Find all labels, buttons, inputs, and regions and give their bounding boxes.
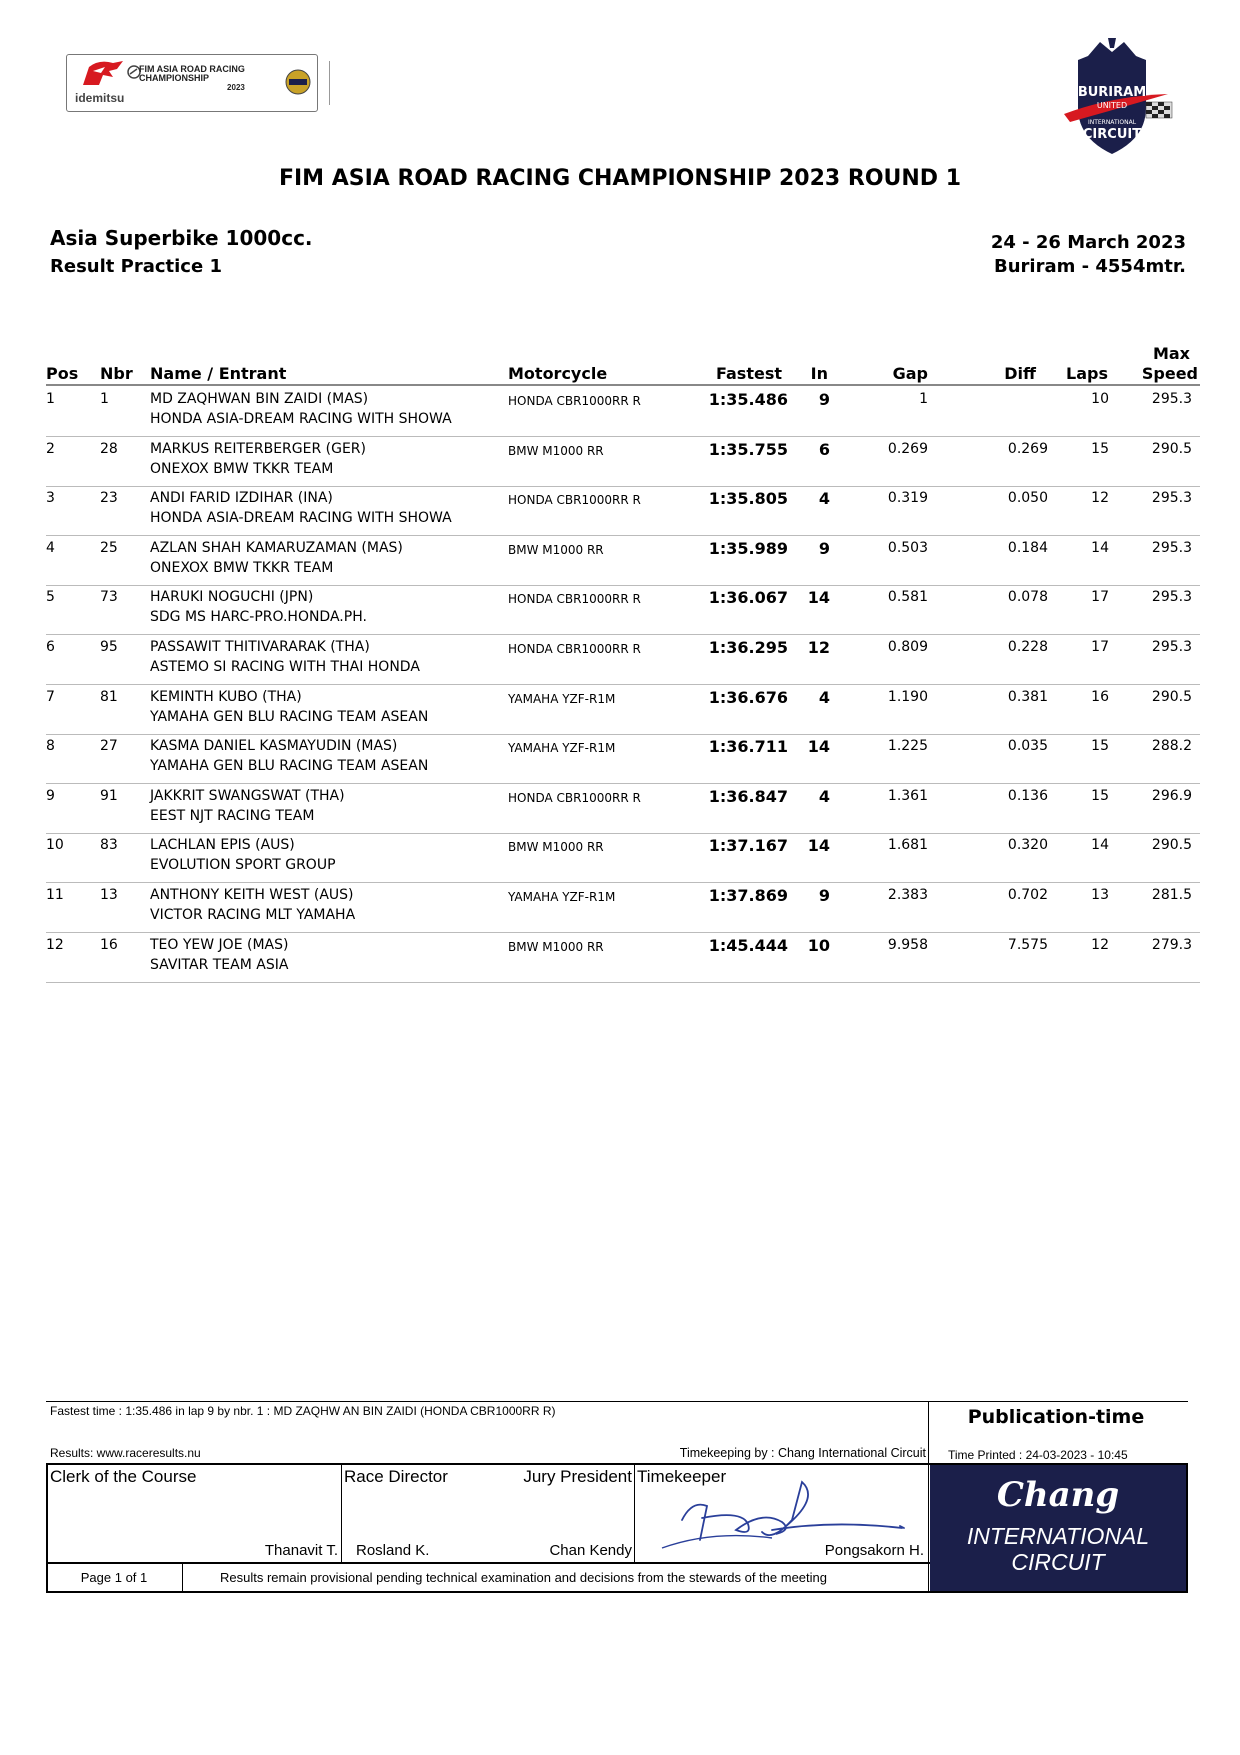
row-gap: 2.383	[887, 887, 928, 903]
row-max-speed: 296.9	[1151, 787, 1192, 804]
row-nbr: 81	[100, 688, 118, 705]
row-max-speed: 295.3	[1151, 539, 1192, 556]
table-row	[46, 386, 1200, 437]
row-laps: 14	[1091, 539, 1109, 556]
row-nbr: 23	[100, 490, 118, 507]
row-laps: 12	[1091, 490, 1109, 507]
row-diff: 0.184	[1007, 539, 1048, 556]
row-in-lap: 10	[807, 935, 830, 955]
col-nbr: Nbr	[100, 364, 133, 383]
row-rider-name: MARKUS REITERBERGER (GER)	[150, 440, 366, 457]
timekeeping-by: Timekeeping by : Chang International Circuit	[679, 1446, 926, 1460]
row-rider-name: ANTHONY KEITH WEST (AUS)	[150, 887, 354, 903]
row-entrant: SDG MS HARC-PRO.HONDA.PH.	[150, 609, 367, 626]
row-entrant: ASTEMO SI RACING WITH THAI HONDA	[150, 659, 420, 675]
row-motorcycle: HONDA CBR1000RR R	[508, 394, 641, 408]
table-row	[46, 733, 1200, 784]
logo-divider	[329, 61, 330, 105]
session-name: Result Practice 1	[50, 256, 222, 277]
row-in-lap: 12	[807, 638, 830, 657]
chang-circuit-logo: Chang INTERNATIONAL CIRCUIT	[930, 1465, 1186, 1591]
svg-text:INTERNATIONAL: INTERNATIONAL	[1087, 119, 1137, 126]
class-name: Asia Superbike 1000cc.	[50, 226, 313, 250]
row-laps: 12	[1091, 936, 1109, 953]
row-nbr: 25	[100, 539, 118, 556]
row-in-lap: 9	[818, 538, 830, 558]
row-pos: 11	[46, 887, 64, 903]
row-diff: 7.575	[1007, 936, 1048, 953]
row-rider-name: JAKKRIT SWANGSWAT (THA)	[150, 787, 345, 804]
row-rider-name: AZLAN SHAH KAMARUZAMAN (MAS)	[150, 539, 403, 556]
row-gap: 1	[919, 391, 928, 407]
row-fastest: 1:36.295	[708, 638, 788, 657]
row-diff: 0.228	[1007, 639, 1048, 655]
row-gap: 1.225	[887, 738, 928, 755]
row-gap: 9.958	[887, 936, 928, 953]
row-nbr: 95	[100, 639, 118, 655]
row-gap: 1.190	[887, 688, 928, 705]
row-nbr: 28	[100, 440, 118, 457]
row-fastest: 1:36.847	[708, 786, 788, 806]
jury-president-name: Chan Kendy	[549, 1542, 632, 1559]
row-pos: 10	[46, 837, 64, 854]
table-row	[46, 485, 1200, 536]
row-max-speed: 290.5	[1151, 837, 1192, 854]
row-nbr: 16	[100, 936, 118, 953]
row-nbr: 1	[100, 391, 109, 407]
row-fastest: 1:36.711	[708, 737, 788, 757]
table-row	[46, 535, 1200, 586]
row-entrant: YAMAHA GEN BLU RACING TEAM ASEAN	[150, 758, 429, 775]
row-max-speed: 281.5	[1151, 887, 1192, 903]
row-pos: 8	[46, 738, 55, 755]
row-rider-name: LACHLAN EPIS (AUS)	[150, 837, 295, 854]
row-laps: 16	[1091, 688, 1109, 705]
row-rider-name: KEMINTH KUBO (THA)	[150, 688, 302, 705]
row-pos: 6	[46, 639, 55, 655]
row-rider-name: HARUKI NOGUCHI (JPN)	[150, 589, 314, 606]
race-director-label: Race Director	[344, 1467, 448, 1486]
col-motorcycle: Motorcycle	[508, 364, 608, 383]
row-rider-name: KASMA DANIEL KASMAYUDIN (MAS)	[150, 738, 398, 755]
row-motorcycle: HONDA CBR1000RR R	[508, 642, 641, 656]
row-in-lap: 6	[818, 439, 830, 459]
row-in-lap: 4	[818, 786, 830, 806]
event-dates: 24 - 26 March 2023	[990, 232, 1186, 253]
buriram-circuit-logo	[1050, 38, 1180, 160]
row-gap: 1.361	[887, 787, 928, 804]
svg-text:UNITED: UNITED	[1096, 101, 1128, 110]
row-laps: 15	[1091, 440, 1109, 457]
row-pos: 5	[46, 589, 55, 606]
row-pos: 1	[46, 391, 55, 407]
row-fastest: 1:35.805	[708, 489, 788, 509]
series-logo-text: FIM ASIA ROAD RACING CHAMPIONSHIP 2023	[139, 64, 245, 92]
row-nbr: 13	[100, 887, 118, 903]
row-rider-name: MD ZAQHWAN BIN ZAIDI (MAS)	[150, 391, 369, 407]
row-in-lap: 4	[818, 489, 830, 509]
row-entrant: YAMAHA GEN BLU RACING TEAM ASEAN	[150, 708, 429, 725]
series-logo-box	[66, 54, 318, 112]
row-laps: 17	[1091, 589, 1109, 606]
row-rider-name: TEO YEW JOE (MAS)	[150, 936, 289, 953]
row-gap: 0.581	[887, 589, 928, 606]
svg-text:BURIRAM: BURIRAM	[1077, 85, 1147, 100]
row-motorcycle: BMW M1000 RR	[508, 840, 604, 855]
time-printed: Time Printed : 24-03-2023 - 10:45	[948, 1448, 1128, 1462]
col-pos: Pos	[46, 364, 79, 383]
table-row	[46, 932, 1200, 983]
table-row	[46, 436, 1200, 487]
jury-president-label: Jury President	[523, 1467, 632, 1486]
row-max-speed: 295.3	[1151, 639, 1192, 655]
row-fastest: 1:36.067	[708, 588, 788, 608]
table-row	[46, 634, 1200, 685]
fim-asia-emblem-icon	[283, 67, 313, 97]
clerk-label: Clerk of the Course	[50, 1467, 197, 1486]
row-laps: 15	[1091, 787, 1109, 804]
col-fastest: Fastest	[716, 364, 782, 383]
row-fastest: 1:37.167	[708, 836, 788, 856]
row-gap: 1.681	[887, 837, 928, 854]
col-speed: Speed	[1141, 364, 1198, 383]
row-rider-name: ANDI FARID IZDIHAR (INA)	[150, 490, 333, 507]
row-in-lap: 14	[807, 836, 830, 856]
row-gap: 0.809	[887, 639, 928, 655]
row-pos: 4	[46, 539, 55, 556]
timekeeper-name: Pongsakorn H.	[824, 1542, 924, 1559]
row-diff: 0.078	[1007, 589, 1048, 606]
page-title: FIM ASIA ROAD RACING CHAMPIONSHIP 2023 ROUND 1	[278, 166, 962, 191]
row-nbr: 83	[100, 837, 118, 854]
row-fastest: 1:37.869	[708, 886, 788, 905]
fastest-time-note: Fastest time : 1:35.486 in lap 9 by nbr. 1 : MD ZAQHW AN BIN ZAIDI (HONDA CBR1000RR R)	[50, 1404, 556, 1418]
idemitsu-apollo-icon	[79, 59, 125, 89]
svg-text:CIRCUIT: CIRCUIT	[1082, 127, 1142, 142]
row-diff: 0.702	[1007, 887, 1048, 903]
row-entrant: HONDA ASIA-DREAM RACING WITH SHOWA	[150, 510, 452, 527]
col-laps: Laps	[1066, 364, 1108, 383]
row-motorcycle: HONDA CBR1000RR R	[508, 592, 641, 607]
row-laps: 14	[1091, 837, 1109, 854]
row-fastest: 1:35.989	[708, 538, 788, 558]
row-diff: 0.320	[1007, 837, 1048, 854]
table-row	[46, 832, 1200, 883]
page-indicator: Page 1 of 1	[80, 1570, 148, 1585]
row-gap: 0.269	[887, 440, 928, 457]
col-max: Max	[1152, 344, 1190, 363]
timekeeper-signature	[652, 1470, 912, 1560]
row-diff: 0.136	[1007, 787, 1048, 804]
row-entrant: EVOLUTION SPORT GROUP	[150, 857, 336, 874]
row-gap: 0.503	[887, 539, 928, 556]
row-entrant: ONEXOX BMW TKKR TEAM	[150, 559, 334, 576]
row-fastest: 1:36.676	[708, 687, 788, 707]
row-motorcycle: BMW M1000 RR	[508, 443, 604, 458]
row-entrant: VICTOR RACING MLT YAMAHA	[150, 907, 356, 923]
row-pos: 3	[46, 490, 55, 507]
venue: Buriram - 4554mtr.	[994, 256, 1186, 277]
row-nbr: 91	[100, 787, 118, 804]
row-motorcycle: YAMAHA YZF-R1M	[508, 890, 616, 904]
publication-time-label: Publication-time	[967, 1406, 1145, 1428]
timekeeper-label: Timekeeper	[637, 1467, 727, 1486]
sponsor-brand: idemitsu	[75, 91, 125, 105]
row-nbr: 27	[100, 738, 118, 755]
row-max-speed: 295.3	[1151, 589, 1192, 606]
row-diff: 0.050	[1007, 490, 1048, 507]
row-diff: 0.269	[1007, 440, 1048, 457]
row-pos: 2	[46, 440, 55, 457]
row-motorcycle: YAMAHA YZF-R1M	[508, 691, 616, 706]
row-max-speed: 295.3	[1151, 490, 1192, 507]
row-entrant: ONEXOX BMW TKKR TEAM	[150, 460, 334, 477]
row-nbr: 73	[100, 589, 118, 606]
row-fastest: 1:45.444	[708, 935, 788, 955]
row-max-speed: 288.2	[1151, 738, 1192, 755]
row-laps: 15	[1091, 738, 1109, 755]
race-director-name: Rosland K.	[356, 1542, 430, 1559]
row-max-speed: 290.5	[1151, 688, 1192, 705]
row-motorcycle: BMW M1000 RR	[508, 542, 604, 557]
row-max-speed: 290.5	[1151, 440, 1192, 457]
row-fastest: 1:35.755	[708, 439, 788, 459]
row-entrant: SAVITAR TEAM ASIA	[150, 956, 289, 973]
clerk-name: Thanavit T.	[264, 1542, 338, 1559]
table-row	[46, 684, 1200, 735]
row-in-lap: 9	[818, 886, 830, 905]
row-in-lap: 14	[807, 737, 830, 757]
table-row	[46, 783, 1200, 834]
row-laps: 10	[1091, 391, 1109, 407]
table-row	[46, 882, 1200, 933]
col-diff: Diff	[1004, 364, 1036, 383]
row-entrant: HONDA ASIA-DREAM RACING WITH SHOWA	[150, 411, 452, 427]
row-laps: 13	[1091, 887, 1109, 903]
col-name: Name / Entrant	[150, 364, 287, 383]
row-pos: 9	[46, 787, 55, 804]
col-gap: Gap	[892, 364, 928, 383]
row-max-speed: 295.3	[1151, 391, 1192, 407]
row-motorcycle: BMW M1000 RR	[508, 939, 604, 954]
row-fastest: 1:35.486	[708, 390, 788, 409]
row-motorcycle: HONDA CBR1000RR R	[508, 790, 641, 805]
row-diff: 0.381	[1007, 688, 1048, 705]
row-gap: 0.319	[887, 490, 928, 507]
row-in-lap: 9	[818, 390, 830, 409]
results-url: Results: www.raceresults.nu	[50, 1446, 201, 1460]
row-rider-name: PASSAWIT THITIVARARAK (THA)	[150, 639, 370, 655]
row-laps: 17	[1091, 639, 1109, 655]
provisional-disclaimer: Results remain provisional pending technical examination and decisions from the stewards of the meeting	[220, 1570, 827, 1585]
col-in: In	[810, 364, 828, 383]
row-in-lap: 4	[818, 687, 830, 707]
row-max-speed: 279.3	[1151, 936, 1192, 953]
row-entrant: EEST NJT RACING TEAM	[150, 807, 315, 824]
row-diff: 0.035	[1007, 738, 1048, 755]
row-pos: 7	[46, 688, 55, 705]
row-motorcycle: HONDA CBR1000RR R	[508, 493, 641, 508]
table-row	[46, 584, 1200, 635]
row-motorcycle: YAMAHA YZF-R1M	[508, 741, 616, 756]
row-in-lap: 14	[807, 588, 830, 608]
row-pos: 12	[46, 936, 64, 953]
